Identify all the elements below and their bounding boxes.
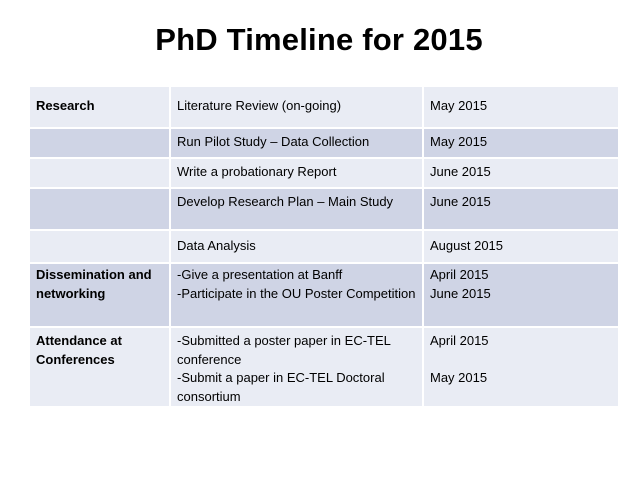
activity-line: -Give a presentation at Banff [177, 267, 343, 282]
table-row [29, 158, 619, 188]
activity-cell: Develop Research Plan – Main Study [170, 188, 423, 230]
date-cell: May 2015 [423, 128, 619, 158]
date-line [430, 351, 612, 370]
activity-line: -Submit a paper in EC-TEL Doctoral consortium [177, 370, 385, 404]
category-cell [29, 188, 170, 230]
activity-line: -Participate in the OU Poster Competition [177, 285, 416, 301]
activity-cell [170, 263, 423, 327]
date-cell [423, 327, 619, 407]
slide-title: PhD Timeline for 2015 [155, 22, 483, 57]
date-line: May 2015 [430, 370, 488, 385]
table-row [29, 230, 619, 263]
table-row [29, 263, 619, 327]
date-line: April 2015 [430, 267, 489, 282]
activity-cell: Write a probationary Report [170, 158, 423, 188]
table-row [29, 128, 619, 158]
activity-cell: Data Analysis [170, 230, 423, 263]
category-cell [29, 128, 170, 158]
timeline-table [28, 87, 620, 408]
date-cell: June 2015 [423, 158, 619, 188]
date-cell: August 2015 [423, 230, 619, 263]
date-cell: June 2015 [423, 188, 619, 230]
table-row [29, 87, 619, 128]
activity-cell: Literature Review (on-going) [170, 87, 423, 128]
date-cell: May 2015 [423, 87, 619, 128]
date-line: April 2015 [430, 333, 489, 348]
category-cell: Research [29, 87, 170, 128]
date-line: June 2015 [430, 285, 491, 301]
table-row [29, 188, 619, 230]
category-cell: Dissemination and networking [29, 263, 170, 327]
category-cell [29, 158, 170, 188]
table-row [29, 327, 619, 407]
activity-cell: Run Pilot Study – Data Collection [170, 128, 423, 158]
activity-cell [170, 327, 423, 407]
date-cell [423, 263, 619, 327]
category-cell [29, 230, 170, 263]
category-cell: Attendance at Conferences [29, 327, 170, 407]
activity-line: -Submitted a poster paper in EC-TEL conference [177, 333, 391, 367]
